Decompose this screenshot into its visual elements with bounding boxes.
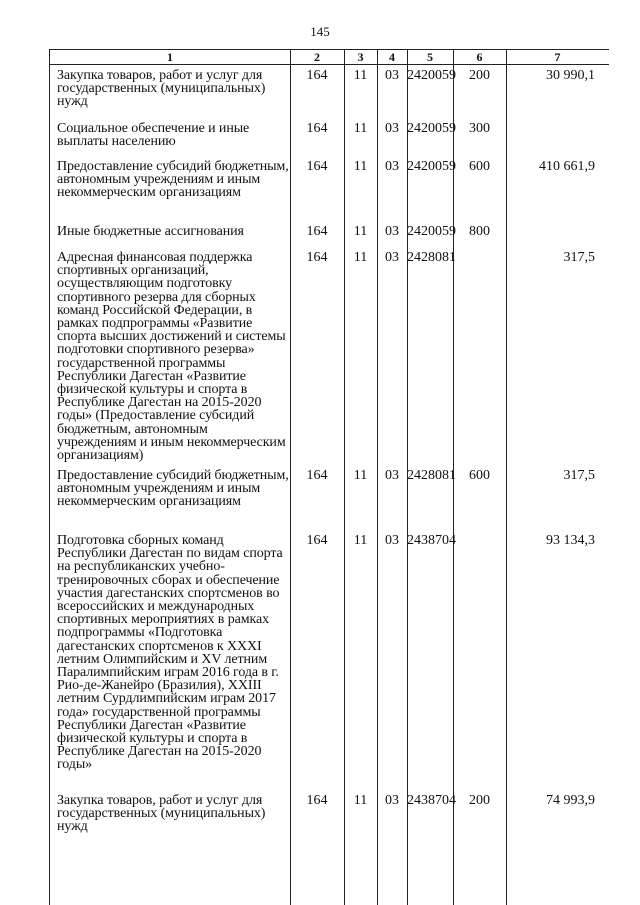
row-description: Предоставление субсидий бюджетным, автономным учреждениям и иным некоммерческим организациям (57, 159, 289, 201)
cell-col4: 03 (385, 68, 399, 83)
header-cell: 2 (314, 50, 320, 64)
cell-col3: 11 (353, 468, 368, 483)
page-number: 145 (310, 24, 330, 39)
cell-col4: 03 (385, 250, 399, 265)
cell-col5: 2420059 (407, 224, 456, 239)
row-description: Социальное обеспечение и иные выплаты населению (57, 121, 250, 150)
cell-col2: 164 (306, 533, 328, 548)
cell-col5: 2420059 (407, 159, 456, 174)
cell-col3: 11 (353, 533, 368, 548)
budget-table (49, 49, 609, 905)
cell-col2: 164 (306, 121, 328, 136)
cell-col2: 164 (306, 250, 328, 265)
cell-amount: 30 990,1 (546, 68, 595, 83)
cell-col2: 164 (306, 159, 328, 174)
cell-col4: 03 (385, 121, 399, 136)
cell-col2: 164 (306, 68, 328, 83)
header-cell: 6 (476, 50, 483, 64)
row-description: Закупка товаров, работ и услуг для государственных (муниципальных) нужд (57, 68, 266, 110)
column-divider (506, 49, 507, 905)
header-cell: 5 (427, 50, 433, 64)
header-cell: 7 (554, 50, 561, 64)
cell-amount: 410 661,9 (539, 159, 595, 174)
cell-col3: 11 (353, 224, 368, 239)
cell-amount: 74 993,9 (546, 793, 595, 808)
cell-col5: 2438704 (407, 533, 456, 548)
cell-col5: 2438704 (407, 793, 456, 808)
cell-amount: 317,5 (563, 250, 595, 265)
cell-col2: 164 (306, 793, 328, 808)
cell-col2: 164 (306, 224, 328, 239)
cell-col3: 11 (353, 121, 368, 136)
cell-col4: 03 (385, 468, 399, 483)
row-description: Подготовка сборных команд Республики Дагестан по видам спорта на республиканских учебно-тренировочных сборах и обеспечение участия дагестанских спортсменов во всероссийских и международных спортивных мероприятиях в рамках подпрограммы «Подготовка дагестанских спортсменов к XXXI летним Олимпийским и XV летним Паралимпийским играм 2016 года в г. Рио-де-Жанейро (Бразилия), XXIII летним Сурдлимпийским играм 2017 года» государственной программы Республики Дагестан «Развитие физической культуры и спорта в Республике Дагестан на 2015-2020 годы» (57, 533, 283, 773)
header-cell: 3 (357, 50, 364, 64)
cell-col6: 600 (469, 468, 490, 483)
cell-col6: 600 (469, 159, 490, 174)
cell-col3: 11 (353, 250, 368, 265)
cell-col3: 11 (353, 159, 368, 174)
cell-col5: 2428081 (407, 250, 456, 265)
cell-col5: 2420059 (407, 68, 456, 83)
table-header (50, 49, 609, 65)
cell-col6: 300 (469, 121, 490, 136)
cell-col4: 03 (385, 793, 399, 808)
cell-col4: 03 (385, 224, 399, 239)
cell-amount: 317,5 (563, 468, 595, 483)
row-description: Иные бюджетные ассигнования (57, 224, 244, 239)
cell-col6: 200 (469, 68, 490, 83)
cell-col6: 200 (469, 793, 490, 808)
cell-amount: 93 134,3 (546, 533, 595, 548)
cell-col3: 11 (353, 793, 368, 808)
header-cell: 4 (389, 50, 395, 64)
cell-col2: 164 (306, 468, 328, 483)
row-description: Адресная финансовая поддержка спортивных организаций, осуществляющим подготовку спортивного резерва для сборных команд Российской Федерации, в рамках подпрограммы «Развитие спорта высших достижений и системы подготовки спортивного резерва» государственной программы Республики Дагестан «Развитие физической культуры и спорта в Республике Дагестан на 2015-2020 годы» (Предоставление субсидий бюджетным, автономным учреждениям и иным некоммерческим организациям) (57, 250, 286, 464)
row-description: Предоставление субсидий бюджетным, автономным учреждениям и иным некоммерческим организациям (57, 468, 289, 510)
cell-col4: 03 (385, 533, 399, 548)
cell-col6: 800 (469, 224, 490, 239)
row-description: Закупка товаров, работ и услуг для государственных (муниципальных) нужд (57, 793, 266, 835)
cell-col4: 03 (385, 159, 399, 174)
cell-col5: 2428081 (407, 468, 456, 483)
header-cell: 1 (167, 50, 173, 64)
cell-col3: 11 (353, 68, 368, 83)
cell-col5: 2420059 (407, 121, 456, 136)
